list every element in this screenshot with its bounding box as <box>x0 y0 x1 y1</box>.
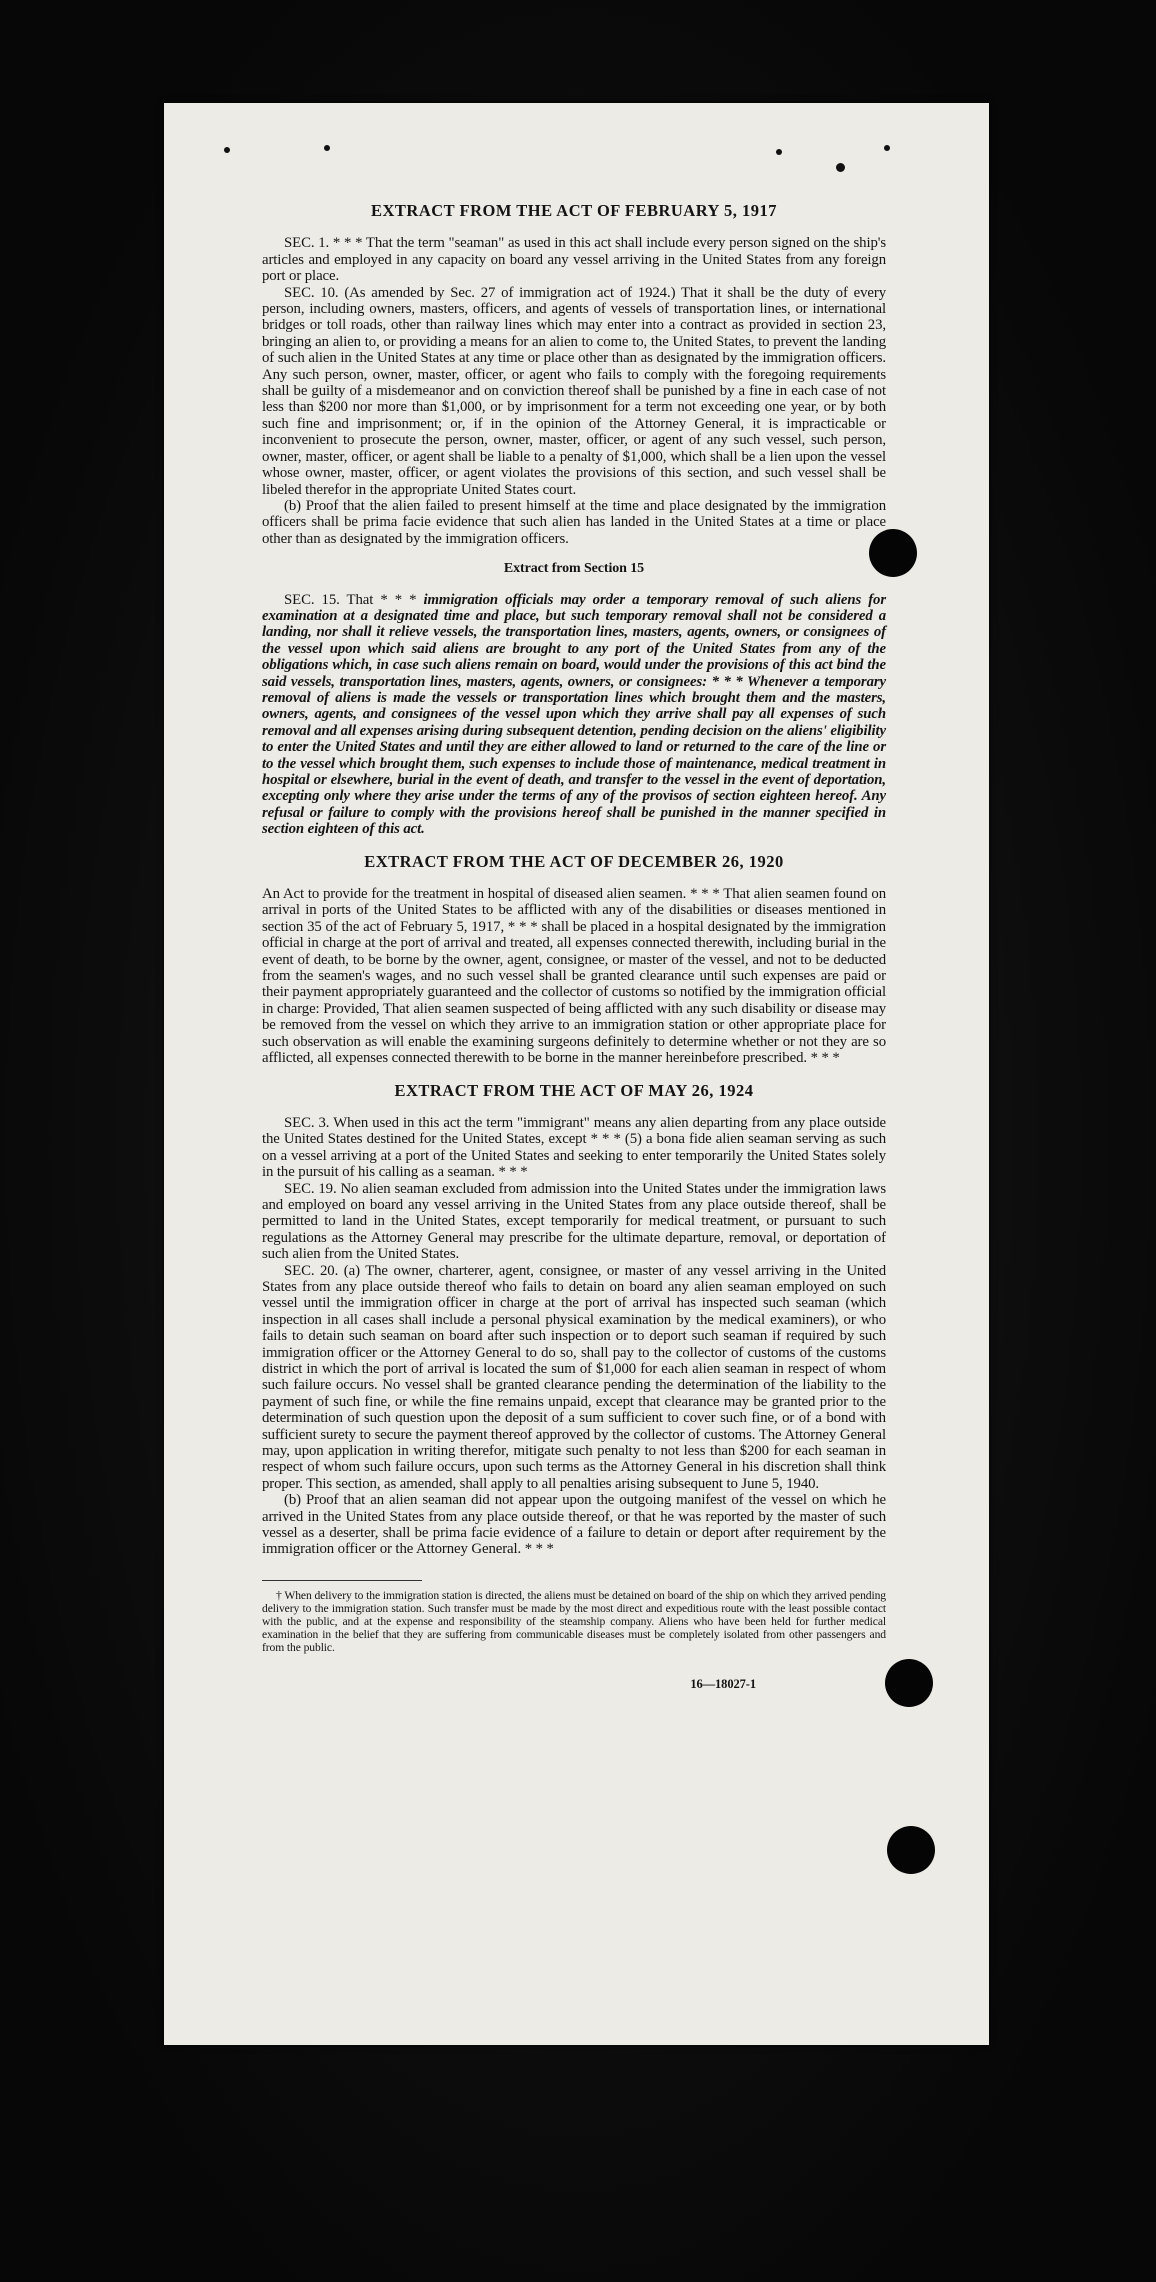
ink-speck <box>776 149 782 155</box>
footnote: † When delivery to the immigration station is directed, the aliens must be detained on board of the ship on which they arrived pending delivery to the immigration station. Such transfer must be made by the most direct and expeditious route with the least possible contact with the public, and at the expense and responsibility of the steamship company. Aliens who have been held for further medical examination in the belief that they are suffering from communicable diseases must be completely isolated from other passengers and from the public. <box>262 1588 886 1654</box>
footnote-divider <box>262 1580 422 1581</box>
ink-speck <box>324 145 330 151</box>
paragraph-sec-1: SEC. 1. * * * That the term "seaman" as used in this act shall include every person signed on the ship's articles and employed in any capacity on board any vessel arriving in the United States from any foreign port or place. <box>262 235 886 285</box>
paragraph-act-1920: An Act to provide for the treatment in hospital of diseased alien seamen. * * * That alien seamen found on arrival in ports of the United States to be afflicted with any of the disabilities or diseases mentioned in section 35 of the act of February 5, 1917, * * * shall be placed in a hospital designated by the immigration official in charge at the port of arrival and treated, all expenses connected therewith, including burial in the event of death, to be borne by the owner, agent, consignee, or master of the vessel, and not to be deducted from the seamen's wages, and no such vessel shall be granted clearance until such expenses are paid or their payment appropriately guaranteed and the collector of customs so notified by the immigration official in charge: Provided, That alien seamen suspected of being afflicted with any such disability or disease may be removed from the vessel on which they arrive to an immigration station or other appropriate place for such observation as will enable the examining surgeons definitely to determine whether or not they are so afflicted, all expenses connected therewith to be borne in the manner hereinbefore prescribed. * * * <box>262 886 886 1067</box>
section-heading: EXTRACT FROM THE ACT OF DECEMBER 26, 1920 <box>364 851 784 871</box>
document-text <box>262 203 886 1692</box>
ink-speck <box>884 145 890 151</box>
section-lead: SEC. 15. That * * * <box>284 591 417 608</box>
paragraph-sec-20-a: SEC. 20. (a) The owner, charterer, agent, consignee, or master of any vessel arriving in the United States from any place outside thereof who fails to detain on board any alien seaman employed on such vessel until the immigration officer in charge at the port of arrival has inspected such seaman (which inspection in all cases shall include a personal physical examination by the medical examiners), or who fails to detain such seaman on board after such inspection or to deport such seaman if required by such immigration officer or the Attorney General to do so, shall pay to the collector of customs of the customs district in which the port of arrival is located the sum of $1,000 for each alien seaman in respect of whom such failure occurs. No vessel shall be granted clearance pending the determination of the liability to the payment of such fine, or while the fine remains unpaid, except that clearance may be granted prior to the determination of such question upon the deposit of a sum sufficient to cover such fine, or of a bond with sufficient surety to secure the payment thereof approved by the collector of customs. The Attorney General may, upon application in writing therefor, mitigate such penalty to not less than $200 for each seaman in respect of whom such failure occurs, upon such terms as the Attorney General in his discretion shall think proper. This section, as amended, shall apply to all penalties arising subsequent to June 5, 1940. <box>262 1262 886 1492</box>
section-heading: EXTRACT FROM THE ACT OF MAY 26, 1924 <box>394 1080 754 1100</box>
paragraph-sec-19: SEC. 19. No alien seaman excluded from admission into the United States under the immigration laws and employed on board any vessel arriving in the United States from any place outside thereof, shall be permitted to land in the United States, except temporarily for medical treatment, or pursuant to such regulations as the Attorney General may prescribe for the ultimate departure, removal, or deportation of such alien from the United States. <box>262 1180 886 1263</box>
paragraph-sec-10-b: (b) Proof that the alien failed to present himself at the time and place designated by the immigration officers shall be prima facie evidence that such alien has landed in the United States at a time or place other than as designated by the immigration officers. <box>262 497 886 547</box>
section-heading: EXTRACT FROM THE ACT OF FEBRUARY 5, 1917 <box>371 201 777 220</box>
ink-speck <box>224 147 230 153</box>
punch-hole <box>885 1659 933 1707</box>
document-page <box>164 103 989 2045</box>
paragraph-sec-10: SEC. 10. (As amended by Sec. 27 of immigration act of 1924.) That it shall be the duty of every person, including owners, masters, officers, and agents of vessels of transportation lines, or international bridges or toll roads, other than railway lines which may enter into a contract as provided in section 23, bringing an alien to, or providing a means for an alien to come to, the United States, to prevent the landing of such alien in the United States at any time or place other than as designated by the immigration officers. Any such person, owner, master, officer, or agent who fails to comply with the foregoing requirements shall be guilty of a misdemeanor and on conviction thereof shall be punished by a fine in each case of not less than $200 nor more than $1,000, or by imprisonment for a term not exceeding one year, or by both such fine and imprisonment; or, if in the opinion of the Attorney General, it is impracticable or inconvenient to prosecute the person, owner, master, officer, or agent of any such vessel, such person, owner, master, officer, or agent shall be liable to a penalty of $1,000, which shall be a lien upon the vessel whose owner, master, officer, or agent violates the provisions of this section, and such vessel shall be libeled therefor in the appropriate United States court. <box>262 284 886 498</box>
paragraph-sec-15 <box>262 592 886 838</box>
section-heading: Extract from Section 15 <box>503 561 645 577</box>
punch-hole <box>887 1826 935 1874</box>
paragraph-sec-3: SEC. 3. When used in this act the term "immigrant" means any alien departing from any place outside the United States destined for the United States, except * * * (5) a bona fide alien seaman serving as such on a vessel arriving at a port of the United States and seeking to enter temporarily the United States solely in the pursuit of his calling as a seaman. * * * <box>262 1114 886 1181</box>
form-number: 16—18027-1 <box>690 1676 756 1691</box>
section-italic-body: immigration officials may order a temporary removal of such aliens for examination at a designated time and place, but such temporary removal shall not be considered a landing, nor shall it relieve vessels, the transportation lines, masters, agents, owners, or consignees of the vessel upon which said aliens are brought to any port of the United States from any of the obligations which, in case such aliens remain on board, would under the provisions of this act bind the said vessels, transportation lines, masters, agents, owners, or consignees: * * * Whenever a temporary removal of aliens is made the vessels or transportation lines which brought them and the masters, owners, agents, and consignees of the vessel upon which they arrive shall pay all expenses of such removal and all expenses arising during subsequent detention, pending decision on the aliens' eligibility to enter the United States and until they are either allowed to land or returned to the care of the line or to the vessel which brought them, such expenses to include those of maintenance, medical treatment in hospital or elsewhere, burial in the event of death, and transfer to the vessel in the event of deportation, excepting only where they arise under the terms of any of the provisos of section eighteen hereof. Any refusal or failure to comply with the provisions hereof shall be punished in the manner specified in section eighteen of this act. <box>262 591 886 838</box>
ink-speck <box>836 163 845 172</box>
paragraph-sec-20-b: (b) Proof that an alien seaman did not appear upon the outgoing manifest of the vessel on which he arrived in the United States from any place outside thereof, or that he was reported by the master of such vessel as a deserter, shall be prima facie evidence of a failure to detain or deport after requirement by the immigration officer or the Attorney General. * * * <box>262 1492 886 1558</box>
